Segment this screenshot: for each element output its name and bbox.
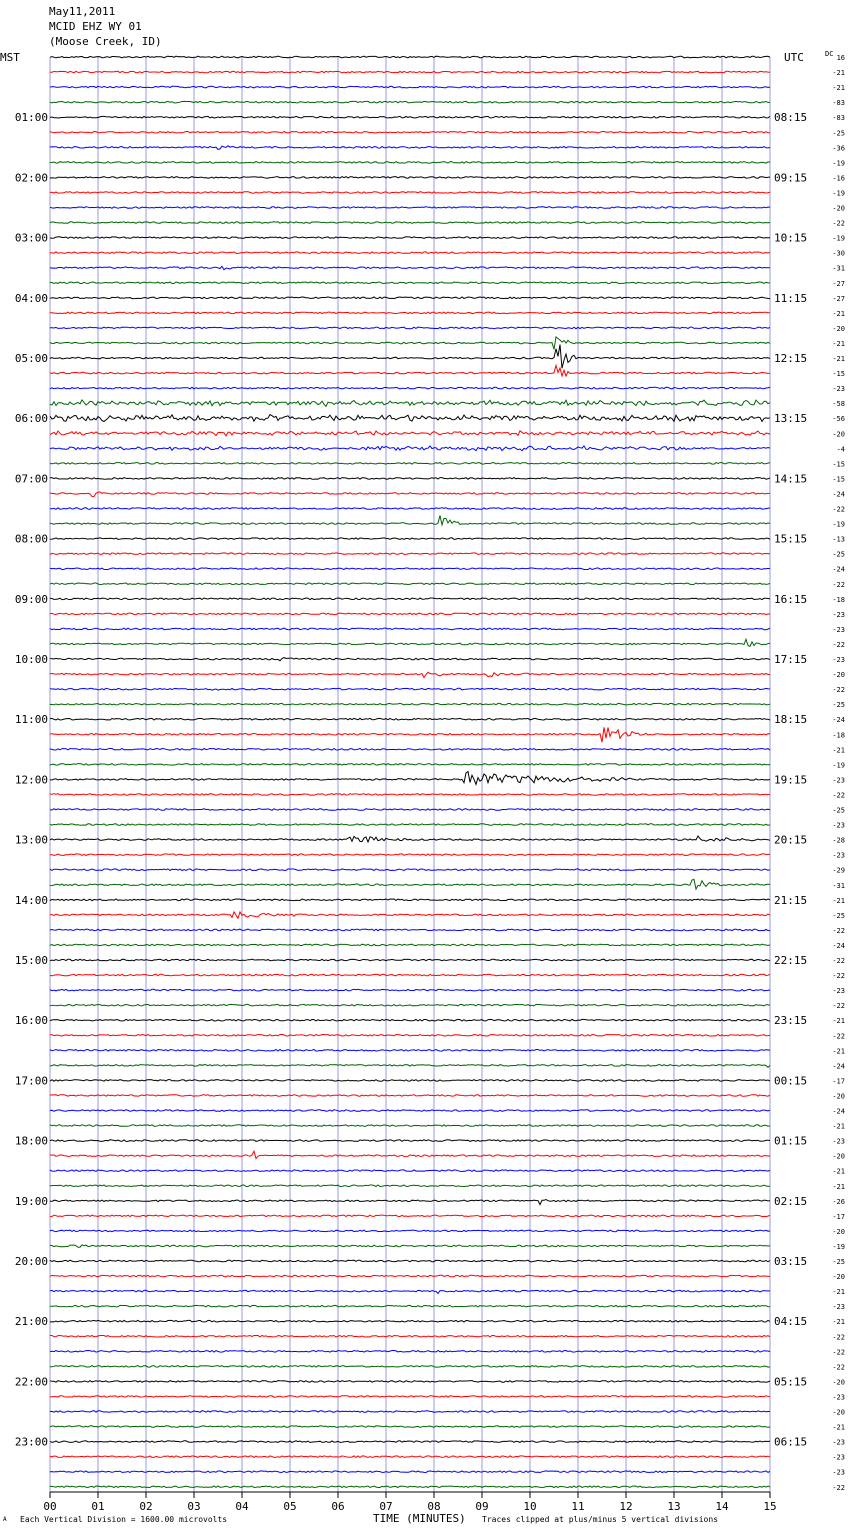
trace-line — [50, 1486, 770, 1488]
trace-line — [50, 56, 770, 58]
left-hour-label: 13:00 — [14, 833, 48, 847]
dc-offset-label: -4 — [836, 445, 845, 454]
right-hour-label: 11:15 — [774, 291, 808, 305]
right-hour-label: 15:15 — [774, 532, 808, 546]
trace-line — [50, 568, 770, 570]
dc-offset-label: -23 — [832, 610, 845, 619]
left-hour-label: 23:00 — [14, 1435, 48, 1449]
trace-line — [50, 639, 770, 646]
x-tick-label: 11 — [571, 1500, 585, 1513]
dc-offset-label: -83 — [832, 99, 845, 108]
x-tick-label: 10 — [523, 1500, 537, 1513]
dc-offset-label: -23 — [832, 776, 845, 785]
x-tick-label: 14 — [715, 1500, 729, 1513]
trace-line — [50, 854, 770, 856]
dc-offset-label: -23 — [832, 1453, 845, 1462]
trace-line — [50, 366, 770, 377]
dc-offset-label: -19 — [832, 1242, 845, 1251]
right-hour-label: 16:15 — [774, 592, 808, 606]
dc-offset-label: -31 — [832, 264, 845, 273]
left-hour-label: 17:00 — [14, 1074, 48, 1088]
trace-line — [50, 1366, 770, 1368]
right-hour-label: 03:15 — [774, 1255, 808, 1268]
dc-offset-label: -24 — [832, 941, 845, 950]
trace-line — [50, 1351, 770, 1353]
dc-offset-label: -20 — [832, 1408, 845, 1417]
left-hour-label: 04:00 — [14, 291, 48, 305]
left-hour-label: 20:00 — [14, 1255, 48, 1268]
dc-offset-label: -24 — [832, 1107, 845, 1116]
dc-offset-label: -21 — [832, 1122, 845, 1131]
dc-offset-label: -25 — [832, 129, 845, 138]
dc-offset-label: -20 — [832, 324, 845, 333]
trace-line — [50, 1215, 770, 1217]
dc-offset-label: -19 — [832, 189, 845, 198]
trace-line — [50, 899, 770, 901]
dc-offset-label: -23 — [832, 1468, 845, 1477]
dc-offset-label: -23 — [832, 385, 845, 394]
dc-offset-label: -26 — [832, 1197, 845, 1206]
dc-offset-label: -19 — [832, 761, 845, 770]
trace-line — [50, 1200, 770, 1205]
trace-line — [50, 237, 770, 239]
trace-line — [50, 327, 770, 329]
x-tick-label: 13 — [667, 1500, 681, 1513]
traces — [50, 56, 770, 1487]
dc-offset-label: -20 — [832, 1378, 845, 1387]
dc-offset-label: -23 — [832, 1303, 845, 1312]
trace-line — [50, 192, 770, 194]
trace-line — [50, 794, 770, 796]
dc-offset-label: -27 — [832, 279, 845, 288]
trace-line — [50, 101, 770, 103]
dc-offset-label: -15 — [832, 370, 845, 379]
left-hour-label: 11:00 — [14, 713, 48, 727]
left-hour-label: 16:00 — [14, 1014, 48, 1028]
dc-offset-label: -22 — [832, 686, 845, 695]
axis-labels — [0, 50, 845, 1513]
dc-offset-label: -22 — [832, 1032, 845, 1041]
dc-offset-label: -21 — [832, 339, 845, 348]
dc-offset-label: -21 — [832, 309, 845, 318]
trace-line — [50, 1125, 770, 1127]
left-hour-label: 05:00 — [14, 352, 48, 365]
dc-offset-label: -17 — [832, 1077, 845, 1086]
trace-line — [50, 1035, 770, 1037]
x-tick-label: 06 — [331, 1500, 345, 1513]
dc-offset-label: -31 — [832, 881, 845, 890]
trace-line — [50, 116, 770, 118]
dc-offset-label: -22 — [832, 640, 845, 649]
x-tick-label: 02 — [139, 1500, 153, 1513]
dc-offset-label: -23 — [832, 1438, 845, 1447]
trace-line — [50, 869, 770, 871]
trace-line — [50, 688, 770, 690]
left-hour-label: 03:00 — [14, 231, 48, 245]
x-tick-label: 08 — [427, 1500, 441, 1513]
grid — [50, 57, 770, 1498]
trace-line — [50, 703, 770, 705]
trace-line — [50, 297, 770, 299]
dc-offset-label: 16 — [836, 54, 845, 62]
trace-line — [50, 764, 770, 766]
trace-line — [50, 492, 770, 497]
trace-line — [50, 400, 770, 407]
chart-date: May11,2011 — [49, 5, 116, 18]
left-hour-label: 10:00 — [14, 653, 48, 666]
dc-offset-label: -15 — [832, 460, 845, 469]
trace-line — [50, 1019, 770, 1021]
trace-line — [50, 1151, 770, 1159]
right-hour-label: 10:15 — [774, 231, 808, 245]
left-hour-label: 18:00 — [14, 1134, 48, 1148]
right-hour-label: 13:15 — [774, 412, 808, 426]
x-axis-title: TIME (MINUTES) — [373, 1512, 466, 1525]
dc-label: DC — [825, 50, 834, 58]
dc-offset-label: -21 — [832, 1182, 845, 1191]
trace-line — [50, 1230, 770, 1232]
trace-line — [50, 1185, 770, 1187]
dc-offset-label: -21 — [832, 355, 845, 363]
dc-offset-label: -20 — [832, 1227, 845, 1236]
chart-channel: MCID EHZ WY 01 — [49, 20, 142, 33]
dc-offset-label: -13 — [832, 535, 845, 544]
right-hour-label: 22:15 — [774, 954, 808, 967]
trace-line — [50, 1110, 770, 1112]
dc-offset-label: -21 — [832, 69, 845, 78]
corner-mark: A — [3, 1516, 7, 1523]
trace-line — [50, 1320, 770, 1322]
dc-offset-label: -23 — [832, 656, 845, 664]
right-hour-label: 06:15 — [774, 1435, 808, 1449]
left-hour-label: 08:00 — [14, 532, 48, 546]
trace-line — [50, 1426, 770, 1428]
right-hour-label: 19:15 — [774, 773, 808, 787]
trace-line — [50, 516, 770, 525]
trace-line — [50, 1080, 770, 1082]
trace-line — [50, 613, 770, 615]
trace-line — [50, 508, 770, 510]
dc-offset-label: -22 — [832, 1483, 845, 1492]
right-hour-label: 00:15 — [774, 1074, 808, 1088]
dc-offset-label: -22 — [832, 1348, 845, 1357]
dc-offset-label: -22 — [832, 791, 845, 800]
dc-offset-label: -25 — [832, 911, 845, 920]
dc-offset-label: -20 — [832, 1273, 845, 1282]
left-hour-label: 14:00 — [14, 893, 48, 907]
dc-offset-label: -19 — [832, 234, 845, 243]
trace-line — [50, 463, 770, 465]
right-hour-label: 02:15 — [774, 1194, 808, 1208]
dc-offset-label: -56 — [832, 415, 845, 424]
dc-offset-label: -21 — [832, 84, 845, 93]
trace-line — [50, 879, 770, 889]
chart-footer — [0, 1510, 850, 1530]
x-tick-label: 01 — [91, 1500, 105, 1513]
trace-line — [50, 989, 770, 991]
trace-line — [50, 86, 770, 88]
dc-offset-label: -18 — [832, 731, 845, 740]
dc-offset-label: -21 — [832, 1167, 845, 1176]
dc-offset-label: -24 — [832, 716, 845, 725]
dc-offset-label: -22 — [832, 972, 845, 981]
trace-line — [50, 1140, 770, 1142]
left-hour-label: 07:00 — [14, 472, 48, 486]
dc-offset-label: -23 — [832, 1393, 845, 1402]
dc-offset-label: -22 — [832, 957, 845, 965]
trace-line — [50, 1004, 770, 1006]
dc-offset-label: -83 — [832, 114, 845, 123]
trace-line — [50, 387, 770, 389]
left-hour-label: 22:00 — [14, 1375, 48, 1389]
dc-offset-label: -25 — [832, 1258, 845, 1266]
trace-line — [50, 337, 770, 350]
trace-line — [50, 132, 770, 134]
dc-offset-label: -23 — [832, 821, 845, 830]
dc-offset-label: -25 — [832, 550, 845, 559]
trace-line — [50, 718, 770, 720]
trace-line — [50, 672, 770, 677]
trace-line — [50, 658, 770, 661]
chart-location: (Moose Creek, ID) — [49, 35, 162, 48]
x-tick-label: 15 — [763, 1500, 777, 1513]
dc-offset-label: -22 — [832, 219, 845, 228]
x-tick-label: 09 — [475, 1500, 489, 1513]
trace-line — [50, 177, 770, 179]
dc-offset-label: -20 — [832, 1152, 845, 1161]
right-timezone-label: UTC — [784, 51, 804, 64]
dc-offset-label: -22 — [832, 1002, 845, 1011]
right-hour-label: 01:15 — [774, 1134, 808, 1148]
left-hour-label: 09:00 — [14, 592, 48, 606]
right-hour-label: 17:15 — [774, 653, 808, 666]
right-hour-label: 18:15 — [774, 713, 808, 727]
dc-offset-label: -22 — [832, 505, 845, 514]
x-tick-label: 00 — [43, 1500, 57, 1513]
trace-line — [50, 71, 770, 73]
trace-line — [50, 1050, 770, 1052]
left-hour-label: 01:00 — [14, 111, 48, 125]
dc-offset-label: -18 — [832, 595, 845, 604]
trace-line — [50, 1245, 770, 1247]
trace-line — [50, 207, 770, 209]
dc-offset-label: -21 — [832, 896, 845, 905]
trace-line — [50, 598, 770, 600]
trace-line — [50, 1095, 770, 1097]
trace-line — [50, 478, 770, 480]
x-tick-label: 04 — [235, 1500, 249, 1513]
trace-line — [50, 1275, 770, 1277]
trace-line — [50, 162, 770, 164]
dc-offset-label: -20 — [832, 430, 845, 439]
trace-line — [50, 553, 770, 555]
trace-line — [50, 1290, 770, 1293]
dc-offset-label: -20 — [832, 204, 845, 213]
left-hour-label: 06:00 — [14, 412, 48, 426]
dc-offset-label: -23 — [832, 625, 845, 634]
dc-offset-label: -15 — [832, 475, 845, 484]
dc-offset-label: -21 — [832, 1423, 845, 1432]
trace-line — [50, 146, 770, 150]
trace-line — [50, 1471, 770, 1473]
dc-offset-label: -23 — [832, 987, 845, 996]
dc-offset-label: -21 — [832, 1017, 845, 1026]
trace-line — [50, 836, 770, 842]
dc-offset-label: -21 — [832, 1288, 845, 1297]
dc-offset-label: -30 — [832, 249, 845, 258]
trace-line — [50, 809, 770, 811]
dc-offset-label: -22 — [832, 1363, 845, 1372]
scale-note: Each Vertical Division = 1600.00 microvolts — [20, 1515, 228, 1524]
left-hour-label: 15:00 — [14, 954, 48, 967]
left-hour-label: 21:00 — [14, 1315, 48, 1329]
trace-line — [50, 1456, 770, 1458]
trace-line — [50, 415, 770, 422]
right-hour-label: 20:15 — [774, 833, 808, 847]
dc-offset-label: -19 — [832, 159, 845, 168]
trace-line — [50, 974, 770, 976]
dc-offset-label: -21 — [832, 1318, 845, 1327]
trace-line — [50, 345, 770, 369]
trace-line — [50, 1065, 770, 1068]
dc-offset-label: -23 — [832, 1137, 845, 1146]
right-hour-label: 09:15 — [774, 171, 808, 185]
right-hour-label: 23:15 — [774, 1014, 808, 1028]
x-tick-label: 07 — [379, 1500, 393, 1513]
trace-line — [50, 959, 770, 961]
trace-line — [50, 252, 770, 254]
dc-offset-label: -58 — [832, 400, 845, 409]
dc-offset-label: -24 — [832, 490, 845, 499]
right-hour-label: 04:15 — [774, 1315, 808, 1329]
trace-line — [50, 282, 770, 284]
dc-offset-label: -23 — [832, 851, 845, 860]
clip-note: Traces clipped at plus/minus 5 vertical divisions — [482, 1515, 719, 1524]
trace-line — [50, 583, 770, 585]
trace-line — [50, 1170, 770, 1172]
dc-offset-label: -20 — [832, 1092, 845, 1101]
trace-line — [50, 1396, 770, 1398]
dc-offset-label: -22 — [832, 926, 845, 935]
x-tick-label: 03 — [187, 1500, 201, 1513]
trace-line — [50, 824, 770, 826]
dc-offset-label: -22 — [832, 1333, 845, 1342]
trace-line — [50, 1411, 770, 1413]
right-hour-label: 14:15 — [774, 472, 808, 486]
right-hour-label: 12:15 — [774, 352, 808, 365]
left-hour-label: 02:00 — [14, 171, 48, 185]
right-hour-label: 21:15 — [774, 893, 808, 907]
right-hour-label: 08:15 — [774, 111, 808, 125]
dc-offset-label: -19 — [832, 520, 845, 529]
dc-offset-label: -22 — [832, 580, 845, 589]
dc-offset-label: -29 — [832, 866, 845, 875]
dc-offset-label: -16 — [832, 174, 845, 183]
x-tick-label: 05 — [283, 1500, 297, 1513]
trace-line — [50, 1305, 770, 1307]
dc-offset-label: -24 — [832, 1062, 845, 1071]
trace-line — [50, 929, 770, 931]
trace-line — [50, 628, 770, 630]
dc-offset-label: -36 — [832, 144, 845, 153]
trace-line — [50, 772, 770, 785]
x-tick-label: 12 — [619, 1500, 633, 1513]
trace-line — [50, 944, 770, 946]
trace-line — [50, 431, 770, 436]
dc-offset-label: -17 — [832, 1212, 845, 1221]
trace-line — [50, 749, 770, 751]
trace-line — [50, 727, 770, 742]
trace-line — [50, 1381, 770, 1383]
trace-line — [50, 1336, 770, 1338]
right-hour-label: 05:15 — [774, 1375, 808, 1389]
dc-offset-label: -27 — [832, 294, 845, 303]
left-hour-label: 19:00 — [14, 1194, 48, 1208]
trace-line — [50, 1260, 770, 1262]
trace-line — [50, 912, 770, 918]
trace-line — [50, 312, 770, 314]
dc-offset-label: -25 — [832, 806, 845, 815]
trace-line — [50, 538, 770, 540]
dc-offset-label: -21 — [832, 1047, 845, 1056]
left-timezone-label: MST — [0, 51, 20, 64]
left-hour-label: 12:00 — [14, 773, 48, 787]
trace-line — [50, 1441, 770, 1443]
trace-line — [50, 222, 770, 224]
dc-offset-label: -25 — [832, 701, 845, 710]
dc-offset-label: -24 — [832, 565, 845, 574]
dc-offset-label: -20 — [832, 671, 845, 680]
dc-offset-label: -21 — [832, 746, 845, 755]
dc-offset-label: -28 — [832, 836, 845, 845]
trace-line — [50, 266, 770, 269]
trace-line — [50, 446, 770, 451]
